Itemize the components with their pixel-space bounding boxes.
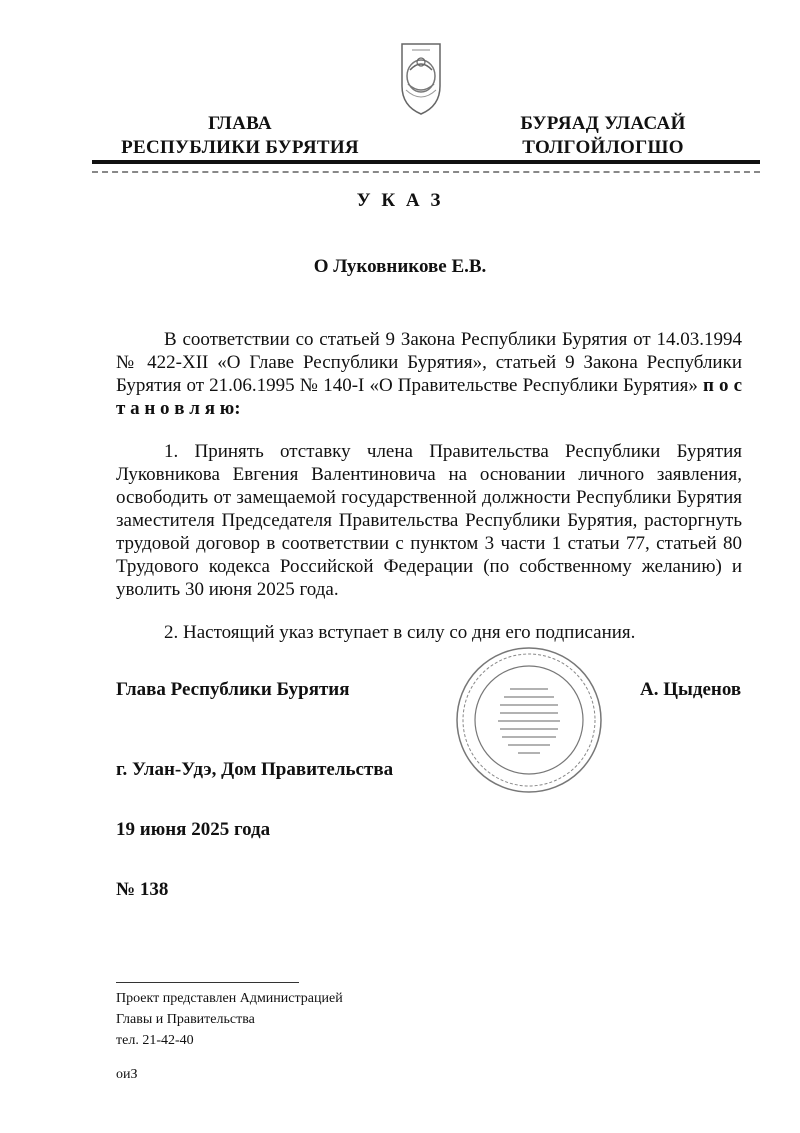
- round-seal-icon: [452, 645, 607, 795]
- footer-line2: Главы и Правительства: [116, 1012, 255, 1027]
- header-right-line1: БУРЯАД УЛАСАЙ: [520, 113, 686, 134]
- footer-line3: тел. 21-42-40: [116, 1033, 194, 1048]
- header-left-line1: ГЛАВА: [208, 113, 272, 134]
- signature-name: А. Цыденов: [640, 679, 742, 700]
- preamble-paragraph: [116, 328, 742, 420]
- header-right: [488, 112, 718, 160]
- decree-number: № 138: [116, 879, 169, 900]
- footer-code: оиЗ: [116, 1067, 138, 1082]
- header-left-line2: РЕСПУБЛИКИ БУРЯТИЯ: [121, 137, 359, 158]
- preamble-text: В соответствии со статьей 9 Закона Республики Бурятия от 14.03.1994 № 422-XII «О Главе Республики Бурятия», статьей 9 Закона Республики Бурятия от 21.06.1995 № 140-I «О Правительстве Республики Бурятия»: [116, 329, 742, 396]
- signature-position: Глава Республики Бурятия: [116, 679, 350, 700]
- header-rule: [92, 160, 760, 164]
- coat-of-arms-icon: [398, 40, 444, 116]
- signing-place: г. Улан-Удэ, Дом Правительства: [116, 759, 394, 780]
- item-1: 1. Принять отставку члена Правительства Республики Бурятия Луковникова Евгения Валентиновича на основании личного заявления, освободить от замещаемой государственной должности Республики Бурятия заместителя Председателя Правительства Республики Бурятия, расторгнуть трудовой договор в соответствии с пунктом 3 части 1 статьи 77, статьей 80 Трудового кодекса Российской Федерации (по собственному желанию) и уволить 30 июня 2025 года.: [116, 441, 742, 600]
- header-dashed-rule: [92, 171, 760, 173]
- decree-date: 19 июня 2025 года: [116, 819, 271, 840]
- footer-note: [116, 988, 343, 1051]
- header-right-line2: ТОЛГОЙЛОГШО: [522, 137, 684, 158]
- decides-text: п о с т а н о в л я ю:: [116, 375, 743, 419]
- decree-subject: О Луковникове Е.В.: [313, 256, 487, 277]
- decree-body: [116, 328, 742, 644]
- decree-type: У К А З: [356, 190, 444, 211]
- header-left: [100, 112, 380, 160]
- footer-rule: [116, 982, 299, 983]
- footer-line1: Проект представлен Администрацией: [116, 991, 343, 1006]
- item-2: 2. Настоящий указ вступает в силу со дня его подписания.: [164, 622, 636, 643]
